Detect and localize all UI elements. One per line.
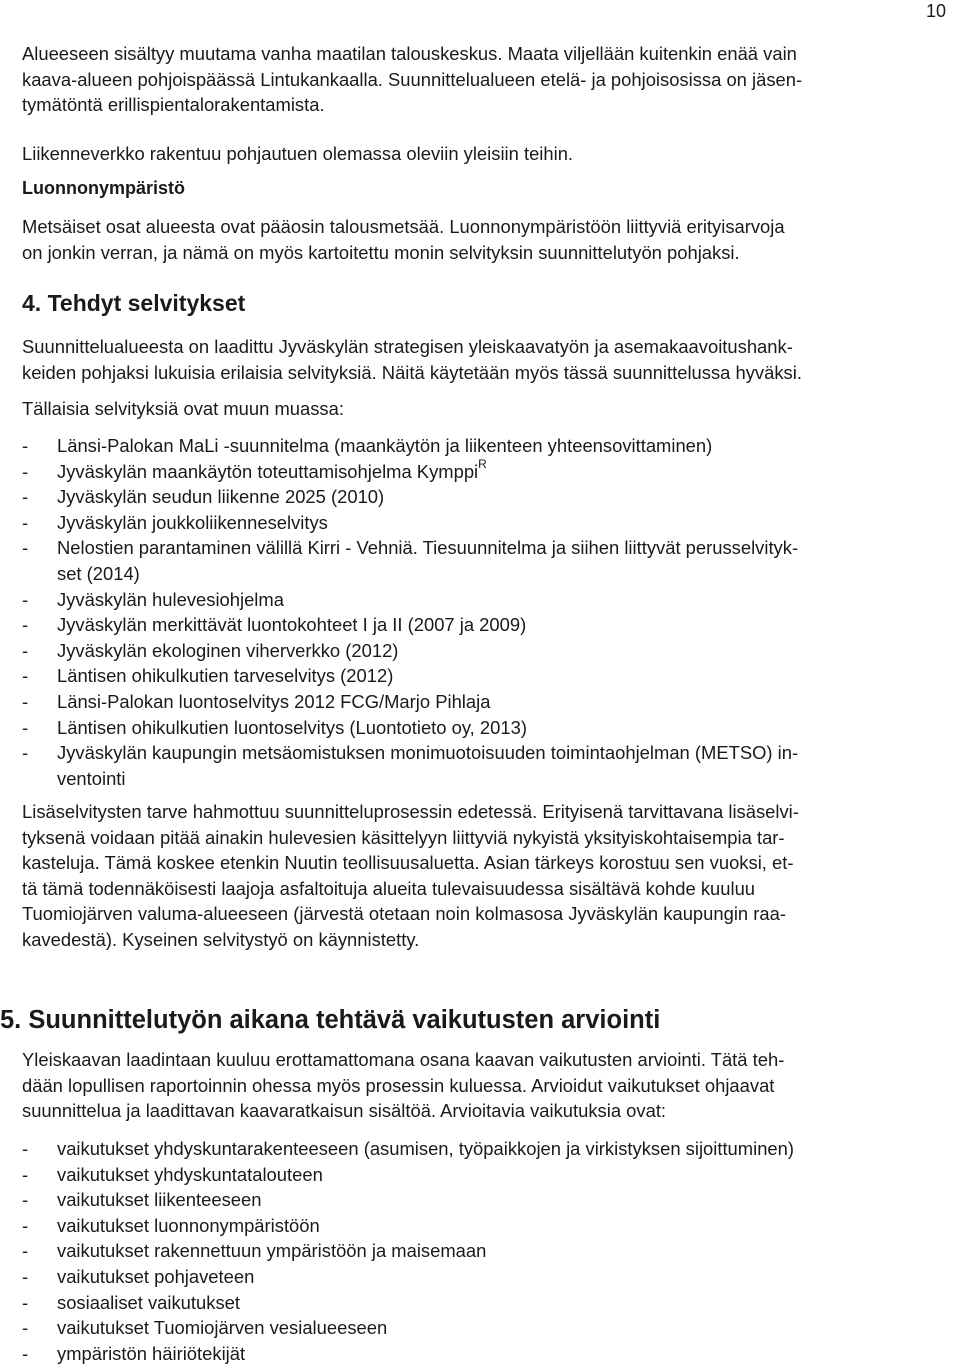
impacts-list <box>22 1136 960 1366</box>
section-4-heading: 4. Tehdyt selvitykset <box>22 290 246 316</box>
list-item: - Jyväskylän maankäytön toteuttamisohjelma Kymppi$^R$ <box>22 459 960 485</box>
paragraph-line: tyksenä voidaan pitää ainakin hulevesien käsittelyyn liittyviä nykyistä yksityiskohtaisempia tar- <box>22 826 785 848</box>
list-item: - vaikutukset rakennettuun ympäristöön ja maisemaan <box>22 1238 960 1264</box>
intro-paragraph <box>22 41 802 118</box>
dash-bullet: - <box>22 1189 29 1211</box>
studies-list <box>22 433 960 791</box>
dash-bullet: - <box>22 1163 29 1185</box>
list-item: - vaikutukset Tuomiojärven vesialueeseen <box>22 1315 960 1341</box>
dash-bullet: - <box>22 460 29 482</box>
section-5-heading: 5. Suunnittelutyön aikana tehtävä vaikutusten arviointi <box>0 1006 661 1034</box>
list-item: - Jyväskylän kaupungin metsäomistuksen monimuotoisuuden toimintaohjelman (METSO) in- ventointi <box>22 742 799 789</box>
dash-bullet: - <box>22 537 29 559</box>
section-5-intro-line: Yleiskaavan laadintaan kuuluu erottamattomana osana kaavan vaikutusten arviointi. Tätä teh- <box>22 1049 785 1070</box>
paragraph-line: Lisäselvitysten tarve hahmottuu suunnitteluprosessin edetessä. Erityisenä tarvittavana lisäselvi- <box>22 801 799 822</box>
intro-line: Alueeseen sisältyy muutama vanha maatilan talouskeskus. Maata viljellään kuitenkin enää vain <box>22 43 797 64</box>
dash-bullet: - <box>22 486 29 508</box>
list-item: - Jyväskylän hulevesiohjelma <box>22 587 960 613</box>
list-item: - Länsi-Palokan MaLi -suunnitelma (maankäytön ja liikenteen yhteensovittaminen) <box>22 433 960 459</box>
list-item: - sosiaaliset vaikutukset <box>22 1290 960 1316</box>
intro-line: kaava-alueen pohjoispäässä Lintukankaalla. Suunnittelualueen etelä- ja pohjoisosissa on jäsen- <box>22 68 803 90</box>
dash-bullet: - <box>22 1214 29 1236</box>
list-item: - Läntisen ohikulkutien tarveselvitys (2012) <box>22 663 960 689</box>
section-5-intro <box>22 1047 784 1124</box>
section-5-intro-line: suunnittelua ja laadittavan kaavaratkaisun sisältöä. Arvioitavia vaikutuksia ovat: <box>22 1100 667 1122</box>
list-item: - ympäristön häiriötekijät <box>22 1341 960 1366</box>
page-number: 10 <box>925 1 946 21</box>
list-item: - vaikutukset yhdyskuntatalouteen <box>22 1162 960 1188</box>
dash-bullet: - <box>22 1317 29 1339</box>
list-item: - Jyväskylän ekologinen viherverkko (2012) <box>22 638 960 664</box>
dash-bullet: - <box>22 1342 29 1364</box>
section-4-intro-line: keiden pohjaksi lukuisia erilaisia selvityksiä. Näitä käytetään myös tässä suunnittelussa hyväksi. <box>22 361 802 383</box>
list-item: - vaikutukset pohjaveteen <box>22 1264 960 1290</box>
dash-bullet: - <box>22 435 29 456</box>
dash-bullet: - <box>22 588 29 610</box>
list-item: - Länsi-Palokan luontoselvitys 2012 FCG/Marjo Pihlaja <box>22 689 960 715</box>
superscript: R <box>478 457 487 472</box>
dash-bullet: - <box>22 716 29 738</box>
list-intro: Tällaisia selvityksiä ovat muun muassa: <box>22 398 344 419</box>
nature-heading: Luonnonympäristö <box>22 178 185 198</box>
list-item: - Nelostien parantaminen välillä Kirri - Vehniä. Tiesuunnitelma ja siihen liittyvät perusselvityk- set (2014) <box>22 537 799 584</box>
list-item: - Läntisen ohikulkutien luontoselvitys (Luontotieto oy, 2013) <box>22 715 960 741</box>
dash-bullet: - <box>22 1138 29 1159</box>
intro-line: tymätöntä erillispientalorakentamista. <box>22 94 325 116</box>
section-4-intro-line: Suunnittelualueesta on laadittu Jyväskylän strategisen yleiskaavatyön ja asemakaavoitushank- <box>22 336 793 357</box>
additional-studies-paragraph <box>22 799 799 953</box>
dash-bullet: - <box>22 511 29 533</box>
dash-bullet: - <box>22 639 29 661</box>
list-item: - vaikutukset yhdyskuntarakenteeseen (asumisen, työpaikkojen ja virkistyksen sijoittuminen) <box>22 1136 960 1162</box>
list-item: - Jyväskylän joukkoliikenneselvitys <box>22 510 960 536</box>
traffic-paragraph: Liikenneverkko rakentuu pohjautuen olemassa oleviin yleisiin teihin. <box>22 143 574 164</box>
dash-bullet: - <box>22 614 29 636</box>
list-item: - Jyväskylän merkittävät luontokohteet I ja II (2007 ja 2009) <box>22 612 960 638</box>
paragraph-line: Tuomiojärven valuma-alueeseen (järvestä otetaan noin kolmasosa Jyväskylän kaupungin raa- <box>22 903 786 925</box>
paragraph-line: tä tämä todennäköisesti laajoja asfaltoituja alueita tulevaisuudessa sisältävä kohde kuuluu <box>22 877 756 899</box>
paragraph-line: kavedestä). Kyseinen selvitystyö on käynnistetty. <box>22 928 420 950</box>
dash-bullet: - <box>22 690 29 712</box>
dash-bullet: - <box>22 1240 29 1262</box>
nature-paragraph <box>22 214 785 265</box>
dash-bullet: - <box>22 1291 29 1313</box>
dash-bullet: - <box>22 665 29 687</box>
section-4-intro <box>22 334 802 385</box>
dash-bullet: - <box>22 1265 29 1287</box>
list-item: - vaikutukset liikenteeseen <box>22 1187 960 1213</box>
list-item: - Jyväskylän seudun liikenne 2025 (2010) <box>22 484 960 510</box>
section-5-intro-line: dään lopullisen raportoinnin ohessa myös prosessin kuluessa. Arvioidut vaikutukset ohjaavat <box>22 1074 775 1096</box>
dash-bullet: - <box>22 742 29 764</box>
list-item: - vaikutukset luonnonympäristöön <box>22 1213 960 1239</box>
paragraph-line: kasteluja. Tämä koskee etenkin Nuutin teollisuusaluetta. Asian tärkeys korostuu sen vuoksi, et- <box>22 852 794 874</box>
nature-line: on jonkin verran, ja nämä on myös kartoitettu monin selvityksin suunnittelutyön pohjaksi. <box>22 241 740 263</box>
nature-line: Metsäiset osat alueesta ovat pääosin talousmetsää. Luonnonympäristöön liittyviä erityisarvoja <box>22 216 785 237</box>
